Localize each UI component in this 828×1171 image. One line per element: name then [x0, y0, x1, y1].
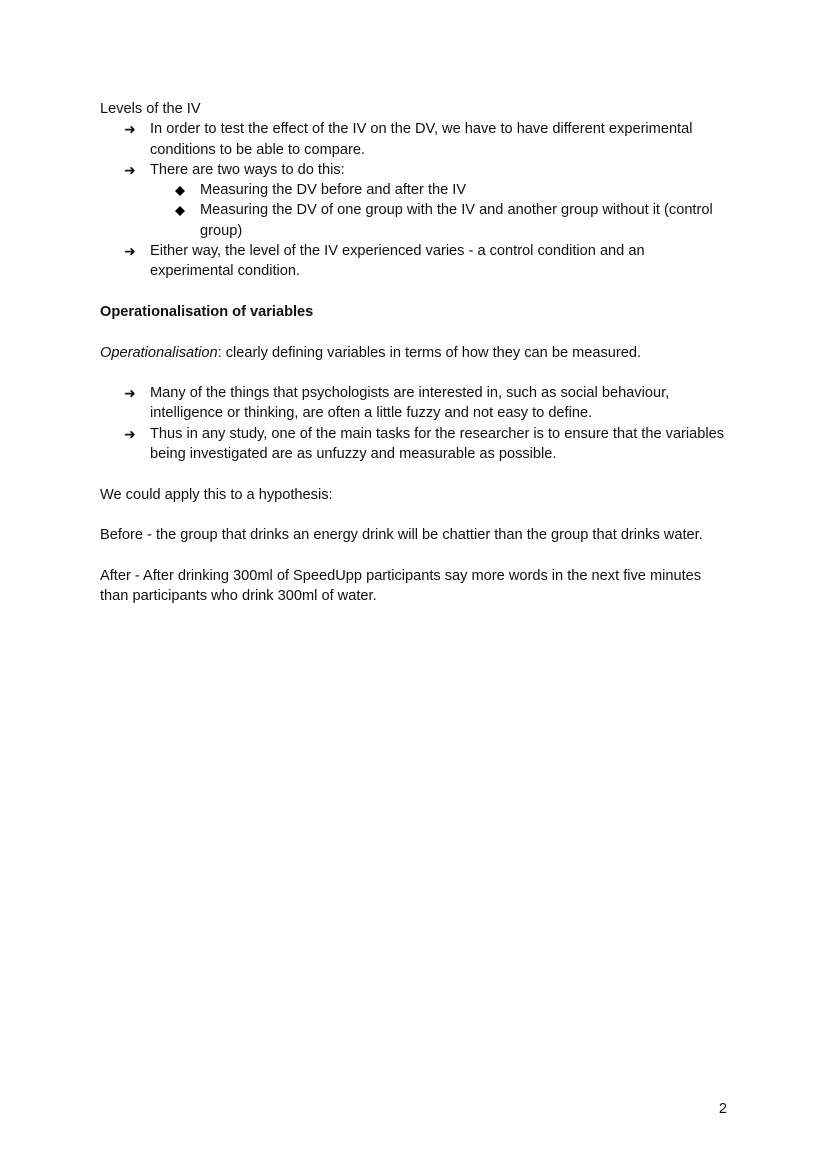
sub-list-item [100, 180, 730, 200]
document-body [100, 99, 730, 606]
list-item-text: Thus in any study, one of the main tasks for the researcher is to ensure that the variables being investigated are as unfuzzy and measurable as possible. [150, 425, 725, 463]
sub-list-item-text: Measuring the DV of one group with the IV and another group without it (control group) [200, 202, 713, 239]
hypothesis-before: Before - the group that drinks an energy drink will be chattier than the group that drinks water. [100, 527, 703, 544]
blank-line [100, 505, 730, 525]
blank-line [100, 322, 730, 342]
arrow-bullet-icon: ➜ [124, 425, 136, 442]
blank-line [100, 546, 730, 566]
arrow-bullet-icon: ➜ [124, 161, 136, 178]
diamond-bullet-icon [175, 206, 185, 216]
diamond-bullet-icon [175, 186, 185, 196]
definition-paragraph [100, 343, 730, 363]
section-heading: Operationalisation of variables [100, 303, 314, 320]
definition-term: Operationalisation [100, 344, 218, 361]
list-item [100, 160, 730, 180]
list-item-text: Either way, the level of the IV experienced varies - a control condition and an experimental condition. [150, 243, 645, 280]
page-number: 2 [718, 1101, 727, 1117]
arrow-bullet-icon: ➜ [124, 385, 136, 402]
list-item-text: In order to test the effect of the IV on the DV, we have to have different experimental conditions to be able to compare. [150, 121, 693, 158]
hypothesis-after: After - After drinking 300ml of SpeedUpp participants say more words in the next five minutes than participants who drink 300ml of water. [100, 567, 702, 605]
sub-list-item-text: Measuring the DV before and after the IV [200, 182, 467, 199]
blank-line [100, 363, 730, 383]
list-item [100, 119, 730, 160]
list-item [100, 241, 730, 282]
list-item [100, 424, 730, 465]
list-item-text: There are two ways to do this: [150, 161, 345, 178]
arrow-bullet-icon: ➜ [124, 243, 136, 260]
list-item-text: Many of the things that psychologists are interested in, such as social behaviour, intelligence or thinking, are often a little fuzzy and not easy to define. [150, 385, 670, 422]
arrow-bullet-icon: ➜ [124, 121, 136, 138]
levels-title: Levels of the IV [100, 101, 201, 117]
sub-list-item [100, 200, 730, 241]
definition-text: : clearly defining variables in terms of how they can be measured. [217, 344, 642, 361]
blank-line [100, 464, 730, 484]
hypothesis-intro: We could apply this to a hypothesis: [100, 486, 333, 503]
list-item [100, 383, 730, 424]
blank-line [100, 282, 730, 302]
